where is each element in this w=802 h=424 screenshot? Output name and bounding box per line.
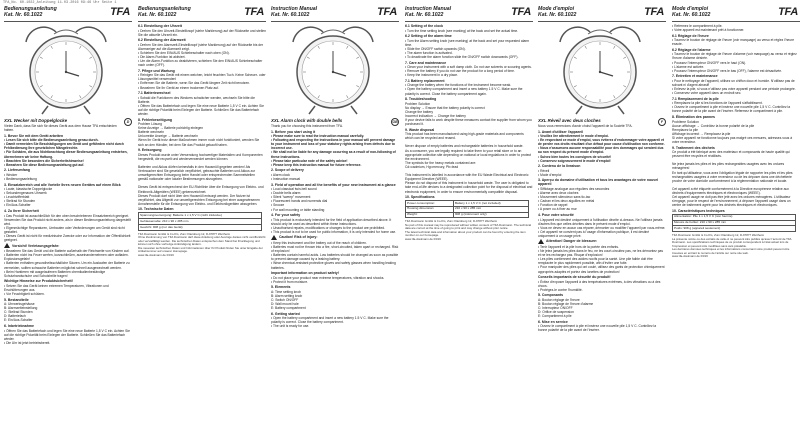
warning-triangle-icon [538, 239, 544, 244]
warning-callout [271, 235, 399, 240]
product-heading [271, 118, 399, 123]
body-text: • Tournez le bouton de réglage de l'heure d'alarme (voir marquage) au verso et réglez l'heure d'alarme désirée. • Poussez l'interrupteur ON/OFF vers le haut (ON). • L'alarme est activée. • Poussez l'interrupteur ON/OFF vers le bas (OFF), l'alarme est désactivée. [672, 52, 797, 73]
left-foot [576, 106, 582, 114]
table-cell: Housing dimension: [406, 206, 454, 212]
section-heading: 1. Before you start using it [271, 129, 316, 134]
page-title: Mode d'emploi [538, 6, 575, 12]
table-cell: Spannungsversorgung: Batterie 1 x 1,5 V C (nicht inklusive) [139, 213, 262, 219]
page-header [672, 6, 800, 21]
section-heading: 6.1 Réglage de l'heure [672, 33, 709, 38]
table-cell: Weight: [406, 212, 454, 218]
table-cell: Battery 1 x 1,5 V C (not included) [453, 201, 528, 207]
product-heading-text: XXL Réveil avec deux cloches [538, 118, 601, 123]
language-badge: D [124, 118, 132, 126]
table-cell: Alimentation: Pile 1 x 1,5 V C (non fournie) [673, 214, 796, 220]
brand-logo: TFA [244, 6, 264, 18]
bell-hammer-bar [588, 30, 612, 34]
warning-callout [4, 243, 132, 248]
catalog-number: Kat. Nr. 60.1022 [538, 12, 577, 18]
section-heading: 6. Mise en service [538, 319, 568, 324]
table-cell: Gehäusemaße: 210 x 90 x 285 mm [139, 219, 262, 225]
section-heading: 10. Specifications [405, 195, 435, 200]
page-header [138, 6, 266, 21]
body-text: • Change the battery when the functions of the instrument become weak. • Open the battery compartment and insert a new battery 1.5 V C. Make sure the polarity is correct. Close the battery compartment again. [405, 83, 523, 96]
left-foot [309, 106, 315, 114]
body-text: • Please make sure to read the instruction manual carefully. • Following and respecting the instructions in your manual will prevent damage to your instrument and loss of your statutory rights arising from defects due to incorrect use. • We shall not be liable for any damage occurring as a result of non-following of these instructions. • Please take particular note of the safety advice! • Please keep this instruction manual for future reference. [271, 134, 396, 167]
product-figure [4, 24, 128, 116]
section-heading: 9. Waste disposal [405, 127, 435, 132]
right-foot [351, 106, 357, 114]
manual-page-2 [138, 6, 266, 418]
section-heading: 6.2 Setting of the alarm time [405, 34, 452, 39]
right-foot [84, 106, 90, 114]
body-text: Thank you for choosing this instrument from TFA. [271, 124, 343, 128]
body-text: Problème Solution Aucun affichage → Contrôlez la bonne polarité de la pile Remplacez la pile Affichage incorrect → Remplacez la pile [672, 119, 755, 136]
bell-hammer-bar [54, 30, 78, 34]
body-text: If your device fails to work despite these measures contact the supplier from whom you purchased it. [405, 118, 532, 127]
body-text: • Refermez le compartiment à pile. • Votre appareil est maintenant prêt à fonctionner. [672, 24, 745, 33]
section-heading: 8. Troubleshooting [405, 97, 437, 102]
alarm-clock-illustration [271, 24, 395, 116]
hand-pivot [332, 71, 334, 73]
product-figure [271, 24, 395, 116]
table-cell: Poids: 908 g (appareil seulement) [673, 226, 796, 232]
body-text: Problem Solution No display → Ensure that the battery polarity is correct Change the battery Incorrect indication → Change the battery [405, 101, 485, 118]
section-heading: 8. Fehlerbeseitigung [138, 117, 173, 122]
header-divider [538, 21, 666, 22]
section-heading: 1. Avant d'utiliser l'appareil [538, 129, 583, 134]
body-text: A: Bouton réglage de l'heure B: Bouton réglage de l'heure d'alarme C: Interrupteur ON/OFF D: Orifice de suspension E: Compartiment à pile [538, 297, 594, 319]
catalog-number: Kat. Nr. 60.1022 [271, 12, 310, 18]
section-heading: 7.1 Battery replacement [405, 78, 445, 83]
alarm-clock-illustration [538, 24, 662, 116]
hand-pivot [65, 71, 67, 73]
section-heading: 10. Caractéristiques techniques [672, 208, 725, 213]
body-text: Problem Lösung Keine Anzeige → Batterie polrichtig einlegen Batterie wechseln Unkorrekte Anzeige → Batterie wechseln [138, 122, 204, 139]
warning-triangle-icon [4, 243, 10, 248]
table-cell: Mesure de boîtier: 210 x 90 x 285 mm [673, 220, 796, 226]
header-divider [138, 21, 266, 22]
body-text: • Wecker • Bedienungsanleitung [4, 172, 37, 181]
section-heading: 5. Elements [271, 285, 291, 290]
body-text: • Laute, klassische Doppelglocke • Sekundengenaues Uhrwerk • Leuchtzifferblatt • Stellrad für Stunden • Ein/Aus-Schalter [4, 187, 53, 208]
body-text: • Turn the Alarm setting knob (see marking) at the back and set your requested alarm time. • Slide the ON/OFF switch upwards (ON). • The alarm function is activated. • To deactivate the alarm function slide the ON/OFF switch downwards (OFF). [405, 38, 530, 59]
body-text: • Sobald die Funktionen des Weckers schwächer werden, wechseln Sie bitte die Batterie. • Öffnen Sie das Batteriefach und legen Sie eine neue Batterie 1,5 V C ein. Achten Sie auf die richtige Polarität beim Einlegen der Batterie. Schließen Sie das Batteriefach wieder. [138, 95, 264, 116]
brand-logo: TFA [511, 6, 531, 18]
section-heading: 10. Technische Daten [138, 207, 174, 212]
header-divider [271, 21, 399, 22]
section-heading: 2. Contenu de la livraison [538, 164, 581, 169]
section-heading: Important information on product safety! [271, 271, 339, 276]
manual-page-3 [271, 6, 399, 418]
catalog-number: Kat. Nr. 60.1022 [138, 12, 177, 18]
product-heading [538, 118, 666, 123]
right-foot [618, 106, 624, 114]
body-text: • Bewahren Sie das Gerät und die Batterie außerhalb der Reichweite von Kindern auf. • Batterien nicht ins Feuer werfen, kurzschließen, auseinandernehmen oder aufladen. Explosionsgefahr! • Batterien enthalten gesundheitsschädliche Säuren. Um ein Auslaufen der Batterie zu vermeiden, sollten schwache Batterien möglichst schnell ausgewechselt werden. • Beim Hantieren mit ausgelaufenen Batterien chemikalienbeständige Schutzhandschuhe und Schutzbrille tragen! [4, 249, 130, 278]
section-heading: 6.2 Réglage de l'alarme [672, 47, 711, 52]
page-title: Instruction Manual [271, 6, 318, 12]
brand-logo: TFA [110, 6, 130, 18]
body-text: • Drehen Sie den Uhrzeit-Einstellknopf (siehe Markierung) auf der Rückseite und stellen Sie die aktuelle Uhrzeit ein. [138, 28, 266, 37]
table-cell: 210 x 90 x 285 mm [453, 206, 528, 212]
body-text: • Setzen Sie das Gerät keinen extremen Temperaturen, Vibrationen und Erschütterungen aus. • Vor Feuchtigkeit schützen. [4, 283, 109, 296]
section-heading: 6.2 Einstellung der Alarmzeit [138, 38, 186, 43]
section-heading: 3. Aperçu du domaine d'utilisation et tous les avantages de votre nouvel appareil [538, 178, 659, 187]
section-heading: 6. Getting started [271, 311, 300, 316]
section-heading: 2. Lieferumfang [4, 168, 31, 173]
body-text: • Veuillez lire attentivement le mode d'emploi. • En respectant ce mode d'emploi, vous éviterez d'endommager votre appareil et de perdre vos droits résultant d'un défaut pour cause d'utilisation non conforme. • Nous n'assumons aucune responsabilité pour des dommages qui seraient dus au non respect du présent mode d'emploi. • Suivez bien toutes les consignes de sécurité! • Conservez soigneusement le mode d'emploi! [538, 134, 665, 163]
header-divider [405, 21, 533, 22]
language-badge: GB [392, 120, 398, 124]
section-heading: 4. Pour votre sécurité [538, 213, 574, 217]
body-text: • Réveil • Mode d'emploi [538, 168, 562, 177]
section-heading: Conseils importants de sécurité du produit! [538, 275, 611, 280]
warning-callout [538, 239, 666, 244]
catalog-number: Kat. Nr. 60.1022 [405, 12, 444, 18]
body-text: • Alarm clock • Instruction manual [271, 172, 301, 181]
section-heading: 1. Bevor Sie mit dem Gerät arbeiten [4, 133, 64, 138]
section-heading: 5. Bestandteile [4, 297, 29, 302]
section-heading: 3. Field of operation and all the benefits of your new instrument at a glance [271, 182, 396, 187]
body-text: A: Uhrwerksgehäuse B: Alarmzeiteinstellung C: Stellrad Stunden D: Batteriefach E: Ein/Aus-Schalter [4, 302, 38, 323]
table-cell: Gewicht: 908 g (nur das Gerät) [139, 224, 262, 230]
specifications-table [672, 214, 796, 232]
product-heading [4, 118, 132, 123]
print-header-line: TFA_No. 60.1022_Anleitung 11.03.2016 09:46 Uhr Seite 1 [3, 1, 117, 5]
body-text: • Pour le nettoyage de l'appareil, utilisez un chiffon doux et humide. N'utilisez pas de solvant ni d'agent abrasif! • Enlevez la pile, si vous n'utilisez pas votre appareil pendant une période prolongée. • Conservez votre appareil dans un endroit sec. [672, 78, 796, 96]
page-header [271, 6, 399, 21]
publisher-footer: TFA Dostmann GmbH & Co.KG, Zum Ottersberg 12, D-97877 Wertheim No part of this manual may be reproduced without written consent of TFA Dostmann. The technical data are correct at the time of going to print and may change without prior notice. The latest technical data and information about your product can be found by entering the item number on our homepage. www.tfa-dostmann.de 03/16 [405, 219, 532, 241]
warning-text: Attention! Danger de blessure: [546, 239, 598, 244]
table-row [139, 224, 262, 230]
section-heading: Wichtige Hinweise zur Produktsicherheit! [4, 279, 73, 284]
language-badge: F [658, 118, 666, 126]
body-text: • Loud classical twin-bell sound • Double bells alarm • Silent "sweep" movement • Fluorescent hands and numerals dial • Snooze • For wall mounting or table standing [271, 187, 328, 212]
section-heading: 7. Entretien et maintenance [672, 74, 718, 79]
section-heading: 4. For your safety [271, 213, 301, 218]
manual-page-6 [672, 6, 800, 418]
warning-text: Caution! Risk of injury: [279, 235, 318, 240]
body-text: A: Time setting knob B: Alarm setting knob C: Switch ON/OFF D: Wall mount hole E: Battery compartment [271, 289, 306, 311]
section-heading: 2. Scope of delivery [271, 168, 304, 173]
product-heading-text: XXL Alarm clock with double bells [271, 118, 343, 123]
manual-page-1 [4, 6, 132, 418]
manual-page-5 [538, 6, 666, 418]
body-text: • Ouvrez le compartiment à pile et insérez une nouvelle pile 1,5 V C. Contrôlez la bonne polarité de la pile avant de l'insérer. [538, 324, 657, 333]
body-text: Vielen Dank, dass Sie sich für dieses Gerät aus dem Hause TFA entschieden haben. [4, 124, 117, 133]
alarm-clock-illustration [4, 24, 128, 116]
bell-hammer-bar [321, 30, 345, 34]
section-heading: 6. Inbetriebnahme [4, 324, 34, 329]
section-heading: 7.1 Batteriewechsel [138, 91, 171, 96]
body-text: • Das Produkt ist ausschließlich für den oben beschriebenen Einsatzbereich geeignet. Verwenden Sie das Produkt nicht anders, als in dieser Bedienungsanleitung dargestellt wird. • Eigenmächtige Reparaturen, Umbauten oder Veränderungen am Gerät sind nicht gestattet. • Dieses Gerät ist nicht für medizinische Zwecke oder zur Information der Öffentlichkeit geeignet. [4, 213, 131, 243]
table-cell: Power consumption: [406, 201, 454, 207]
body-text: • Reinigen Sie das Gerät mit einem weichen, leicht feuchten Tuch. Keine Scheuer- oder Lösungsmittel verwenden! • Entfernen Sie die Batterie, wenn Sie das Gerät längere Zeit nicht benutzen. • Bewahren Sie Ihr Gerät an einem trockenen Platz auf. [138, 73, 266, 90]
table-row [673, 226, 796, 232]
warning-text: Vorsicht! Verletzungsgefahr: [12, 243, 60, 248]
specifications-table [405, 200, 529, 218]
product-figure [538, 24, 662, 116]
manual-page-4 [405, 6, 533, 418]
left-foot [42, 106, 48, 114]
page-title: Mode d'emploi [672, 6, 709, 12]
hand-pivot [599, 71, 601, 73]
page-title: Instruction Manual [405, 6, 452, 12]
body-text: • Öffnen Sie das Batteriefach und legen Sie eine neue Batterie 1,5 V C ein. Achten Sie auf die richtige Polarität beim Einlegen der Batterie. Schließen Sie das Batteriefach wieder. • Die Uhr ist jetzt betriebsbereit. [4, 328, 130, 345]
body-text: Si votre appareil ne fonctionne toujours pas malgré ces mesures, adressez-vous à votre revendeur. [672, 135, 793, 144]
section-heading: 9. Traitement des déchets [672, 145, 715, 150]
section-heading: 7. Care and maintenance [405, 60, 447, 65]
publisher-footer: TFA Dostmann GmbH & Co.KG, Zum Ottersberg 12, D-97877 Wertheim Ohne Zustimmung von TFA Dostmann darf diese Anleitung oder Auszüge daraus nicht veröffentlicht oder vervielfältigt werden. Die technischen Daten entsprechen dem Stand bei Drucklegung und können sich ohne vorherige Ankündigung ändern. Die neuesten technischen Daten und Informationen über Ihr Produkt finden Sie unter Eingabe der Artikelnummer auf unserer Homepage. www.tfa-dostmann.de 03/16 [138, 231, 266, 257]
section-heading: 6.1 Einstellung der Uhrzeit [138, 24, 182, 28]
body-text: • Clean your instrument with a soft damp cloth. Do not use solvents or scouring agents. • Remove the battery if you do not use the product for a long period of time. • Keep the instrument in a dry place. [405, 65, 532, 78]
section-heading: 4. Zu Ihrer Sicherheit [4, 209, 39, 213]
body-text: Ce produit a été fabriqué avec des matériaux et composants de haute qualité qui peuvent être recyclés et réutilisés. Ne jetez jamais les piles et les piles rechargeables usagées avec les ordures ménagères! En tant qu'utilisateur, vous avez l'obligation légale de rapporter les piles et les piles rechargeables usagées à votre revendeur ou de les déposer dans une déchetterie proche de votre domicile conformément à la réglementation nationale et locale. Cet appareil a été étiqueté conformément à la Directive européenne relative aux déchets d'équipements électriques et électroniques (WEEE). Cet appareil usagé ne doit pas être jeté avec les ordures ménagères. L'utilisateur s'engage, pour le respect de l'environnement, à déposer l'appareil usagé dans un centre de traitement agréé pour les déchets électriques et électroniques. [672, 150, 793, 208]
catalog-number: Kat. Nr. 60.1022 [4, 12, 43, 18]
section-heading: 8. Élimination des pannes [672, 115, 715, 119]
body-text: • Lesen Sie sich bitte die Bedienungsanleitung genau durch. • Damit vermeiden Sie Beschädigungen am Gerät und gefährden nicht durch Fehlbedienung Ihre gesetzlichen Mängelrechte. • Für Schäden, die aus Nichtbeachtung dieser Bedienungsanleitung entstehen, übernehmen wir keine Haftung. • Beachten Sie besonders die Sicherheitshinweise! • Bewahren Sie diese Bedienungsanleitung gut auf. [4, 138, 128, 167]
body-text: • Tenir l'appareil et la pile hors de la portée des enfants. • Ne jetez jamais les piles dans le feu, ne les court-circuitez pas, ne les démontez pas et ne les rechargez pas. Risque d'explosion! • Les piles contiennent des acides nocifs pour la santé. Une pile faible doit être remplacée le plus rapidement possible, afin d'éviter une fuite. • Pour manipuler des piles qui ont coulé, utilisez des gants de protection chimiquement appropriés adaptés et portez des lunettes de protection! [538, 244, 665, 274]
body-text: This product has been manufactured using high-grade materials and components which can be recycled and reused. Never dispose of empty batteries and rechargeable batteries in household waste. As a consumer, you are legally required to take them to your retail store or to an appropriate collection site depending on national or local regulations in order to protect the environment. The symbols for the heavy metals contained are: Cd=cadmium, Hg=mercury, Pb=lead This instrument is labelled in accordance with the EU Waste Electrical and Electronic Equipment Directive (WEEE). Please do not dispose of this instrument in household waste. The user is obligated to take end-of-life devices to a designated collection point for the disposal of electrical and electronic equipment, in order to ensure environmentally compatible disposal. [405, 132, 533, 194]
product-heading-text: XXL Wecker mit Doppelglocke [4, 118, 68, 123]
header-divider [4, 21, 132, 22]
page-title: Bedienungsanleitung [138, 6, 191, 12]
header-divider [672, 21, 800, 22]
body-text: • Tournez le bouton de réglage de l'heure (voir marquage) au verso et réglez l'heure exacte. [672, 38, 795, 47]
specifications-table [138, 212, 262, 230]
body-text: • Remplacez la pile si les fonctions de l'appareil s'affaiblissent. • Ouvrez le compartiment à pile et insérez une nouvelle pile 1,5 V C. Contrôlez la bonne polarité de la pile avant de l'insérer. Refermez le compartiment à pile. [672, 101, 791, 114]
page-title: Bedienungsanleitung [4, 6, 57, 12]
brand-logo: TFA [644, 6, 664, 18]
body-text: • Do not place your product near extreme temperatures, vibration and shocks. • Protect it from moisture. [271, 275, 385, 284]
page-header [4, 6, 132, 21]
body-text: • Évitez d'exposer l'appareil à des températures extrêmes, à des vibrations ou à des chocs. • Protégez-le contre l'humidité. [538, 279, 661, 292]
body-text: • Sifflotage analogue aux réguliers des secondes • Alarme avec deux cloches • Mouvement silencieux sans tic-tac • Cadran et les deux aiguilles en métal • Fonction de rappel • A poser ou à fixer au mur [538, 186, 610, 212]
body-text: • Open the battery compartment and insert a new battery 1.5 V C. Make sure the polarity is correct. Close the battery compartment. • The unit is ready for use. [271, 316, 389, 329]
section-heading: 3. Einsatzbereich und alle Vorteile Ihres neuen Gerätes auf einen Blick [4, 182, 121, 187]
section-heading: 9. Entsorgung [138, 148, 162, 153]
publisher-footer: TFA Dostmann GmbH & Co.KG, Zum Ottersberg 12, D-97877 Wertheim La présente notice ou des extraits de celle-ci ne peuvent être publiés qu'avec l'accord de TFA Dostmann. Les spécifications techniques de ce produit correspondent à l'état actuel lors de l'impression et peuvent être modifiées sans avis préalable. Les dernières données techniques et les informations concernant votre produit peuvent être trouvées en entrant le numéro de l'article sur notre site web. www.tfa-dostmann.de 03/16 [672, 233, 792, 259]
table-cell: 908 g (instrument only) [453, 212, 528, 218]
body-text: • Keep this instrument and the battery out of the reach of children. • Batteries must not be thrown into a fire, short-circuited, taken apart or recharged. Risk of explosion! • Batteries contain harmful acids. Low batteries should be changed as soon as possible to prevent damage caused by a leaking battery. • Wear chemical-resistant protective gloves and safety glasses when handling leaking batteries. [271, 240, 399, 270]
warning-triangle-icon [271, 235, 277, 240]
body-text: Wenn Ihr Gerät trotz dieser Maßnahmen immer noch nicht funktioniert, wenden Sie sich an den Händler, bei dem Sie das Produkt gekauft haben. [138, 138, 260, 147]
brand-logo: TFA [778, 6, 798, 18]
page-header [405, 6, 533, 21]
page-header [538, 6, 666, 21]
body-text: • Turn the time setting knob (see marking) at the back and set the actual time. [405, 28, 519, 33]
catalog-number: Kat. Nr. 60.1022 [672, 12, 711, 18]
brand-logo: TFA [377, 6, 397, 18]
body-text: Nous vous remercions d'avoir choisi l'appareil de la Société TFA. [538, 124, 633, 128]
body-text: • This product is exclusively intended for the field of application described above. It should only be used as described within these instructions. • Unauthorised repairs, modifications or changes to the product are prohibited. • This product is not to be used for public information, it is only intended for home use. [271, 217, 397, 234]
section-heading: 6.1 Setting of the clock [405, 24, 444, 28]
section-heading: 5. Composants [538, 293, 564, 298]
body-text: • Drehen Sie den Alarmzeit-Einstellknopf (siehe Markierung) auf der Rückseite bis der Alarmzeiger auf die Alarmzeit zeigt. • Schieben Sie den EIN/AUS Schiebeschalter nach oben (ON). • Die Alarm-Funktion ist aktiviert. • Um die Alarm-Funktion zu deaktivieren, schieben Sie den EIN/AUS Schiebeschalter nach unten (OFF). [138, 42, 264, 68]
body-text: • L'appareil est destiné uniquement à l'utilisation décrite ci-dessus. Ne l'utilisez jamais d'autres fins que celles décrites dans le présent mode d'emploi. • Vous ne devez en aucun cas réparer, démonter ou modifier l'appareil par vous-même. • Cet appareil ne convient pas à l'usage d'information publique, il est destiné uniquement à un usage privé. [538, 217, 666, 238]
section-heading: 7.1 Remplacement de la pile [672, 96, 719, 101]
table-row [406, 212, 529, 218]
section-heading: 7. Pflege und Wartung [138, 68, 175, 73]
body-text: Dieses Produkt wurde unter Verwendung hochwertiger Materialien und Komponenten hergestellt, die recycelt und wiederverwendet werden können. Batterien und Akkus dürfen keinesfalls in den Hausmüll gegeben werden! Als Verbraucher sind Sie gesetzlich verpflichtet, gebrauchte Batterien und Akkus zur umweltgerechten Entsorgung beim Handel oder entsprechenden Sammelstellen gemäß nationaler oder lokaler Bestimmungen abzugeben. Dieses Gerät ist entsprechend der EU-Richtlinie über die Entsorgung von Elektro- und Elektronik-Altgeräten (WEEE) gekennzeichnet. Dieses Produkt darf nicht über den Hausmüll entsorgt werden. Der Nutzer ist verpflichtet, das Altgerät zur umweltgerechten Entsorgung bei einer ausgewiesenen Annahmestelle für die Entsorgung von Elektro- und Elektronikgeräten abzugeben. [138, 152, 264, 206]
